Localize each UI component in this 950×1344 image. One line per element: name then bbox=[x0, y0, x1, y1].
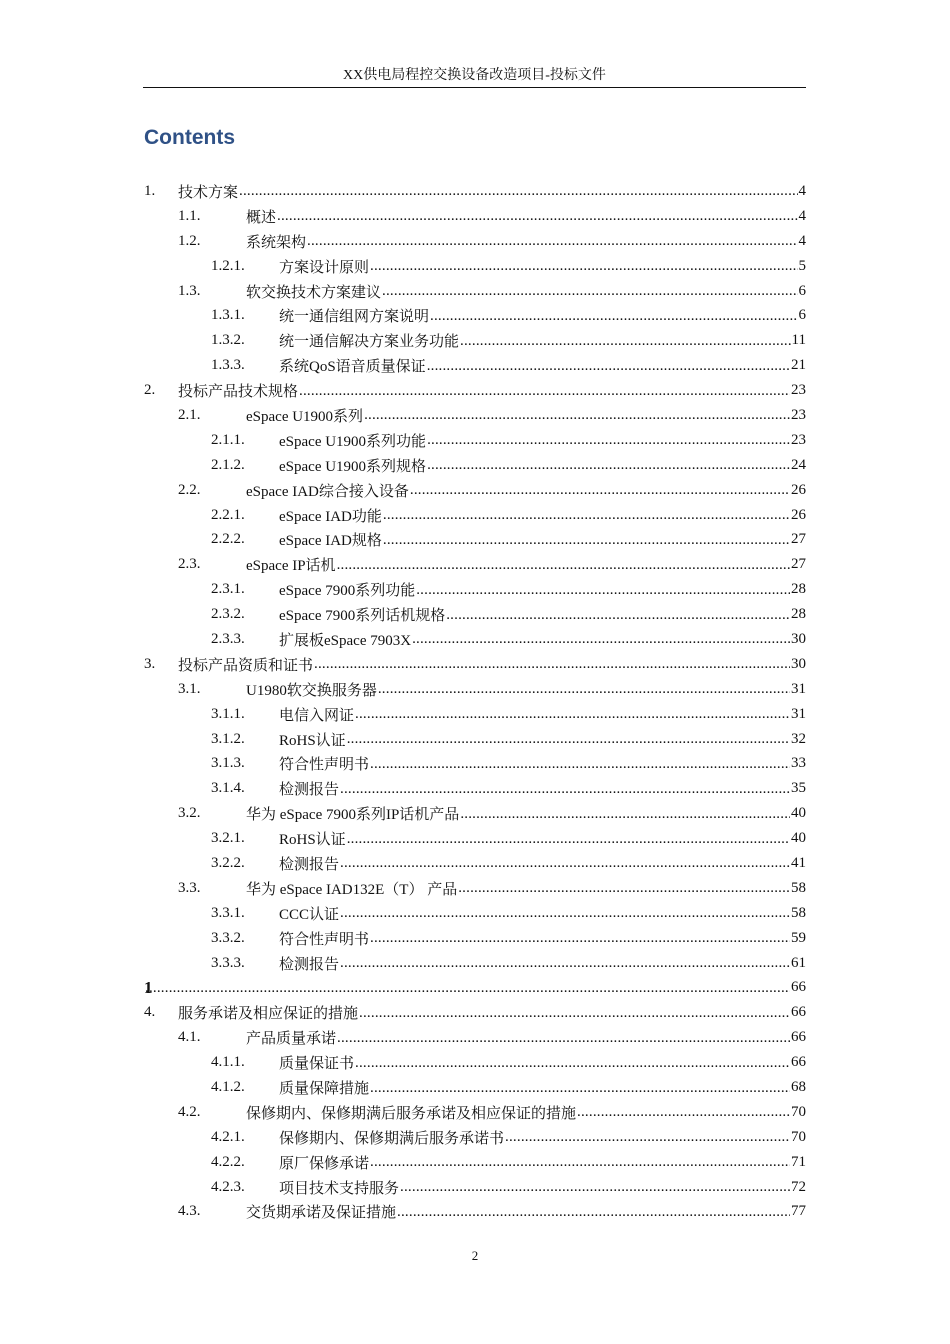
toc-entry-page: 70 bbox=[791, 1128, 806, 1145]
toc-entry-title: 原厂保修承诺 bbox=[279, 1155, 370, 1172]
toc-entry-number: 2.3. bbox=[178, 556, 201, 573]
toc-leader-dots bbox=[299, 381, 790, 401]
toc-entry-title: eSpace U1900系列 bbox=[246, 408, 364, 425]
toc-entry-title: 方案设计原则 bbox=[279, 259, 370, 276]
toc-entry-title: RoHS认证 bbox=[279, 832, 346, 849]
toc-entry-page: 32 bbox=[791, 730, 806, 747]
toc-leader-dots bbox=[383, 530, 790, 550]
toc-entry[interactable] bbox=[144, 279, 806, 304]
toc-leader-dots bbox=[400, 1177, 790, 1197]
toc-leader-dots bbox=[427, 356, 790, 376]
toc-entry[interactable] bbox=[144, 303, 806, 328]
toc-entry-page: 66 bbox=[791, 1054, 806, 1071]
toc-entry-title: 投标产品资质和证书 bbox=[178, 657, 314, 674]
toc-entry[interactable] bbox=[144, 677, 806, 702]
header-divider bbox=[143, 87, 806, 88]
toc-entry[interactable] bbox=[144, 1125, 806, 1150]
toc-leader-dots bbox=[370, 256, 797, 276]
toc-entry[interactable] bbox=[144, 478, 806, 503]
toc-entry-page: 6 bbox=[798, 282, 806, 299]
toc-entry-number: 2.3.2. bbox=[211, 606, 245, 623]
toc-entry-page: 66 bbox=[791, 1004, 806, 1021]
toc-entry-title: 系统QoS语音质量保证 bbox=[279, 359, 426, 376]
toc-entry-number: 1.3. bbox=[178, 282, 201, 299]
toc-entry-number: 3.1. bbox=[178, 680, 201, 697]
toc-entry[interactable] bbox=[144, 503, 806, 528]
toc-entry[interactable] bbox=[144, 353, 806, 378]
toc-entry-title: 概述 bbox=[246, 209, 277, 226]
toc-leader-dots bbox=[446, 605, 790, 625]
toc-entry[interactable] bbox=[144, 652, 806, 677]
toc-entry-number: 4.2. bbox=[178, 1103, 201, 1120]
toc-entry[interactable] bbox=[144, 179, 806, 204]
toc-entry[interactable] bbox=[144, 851, 806, 876]
toc-entry-number: 1.3.3. bbox=[211, 357, 245, 374]
toc-leader-dots bbox=[337, 555, 790, 575]
toc-entry[interactable] bbox=[144, 1100, 806, 1125]
toc-leader-dots bbox=[460, 331, 791, 351]
toc-entry[interactable] bbox=[144, 254, 806, 279]
toc-entry-page: 28 bbox=[791, 581, 806, 598]
toc-entry-title: 统一通信解决方案业务功能 bbox=[279, 334, 460, 351]
toc-entry-title: eSpace U1900系列规格 bbox=[279, 458, 427, 475]
toc-entry-page: 31 bbox=[791, 705, 806, 722]
toc-entry-page: 61 bbox=[791, 954, 806, 971]
toc-entry-page: 66 bbox=[791, 1029, 806, 1046]
toc-entry-page: 30 bbox=[791, 630, 806, 647]
toc-leader-dots bbox=[370, 1152, 790, 1172]
toc-entry[interactable] bbox=[144, 951, 806, 976]
toc-entry-page: 59 bbox=[791, 929, 806, 946]
toc-entry-number: 2.1. bbox=[178, 406, 201, 423]
toc-entry-title: 符合性声明书 bbox=[279, 931, 370, 948]
toc-entry[interactable] bbox=[144, 1200, 806, 1225]
toc-entry[interactable] bbox=[144, 328, 806, 353]
toc-leader-dots bbox=[427, 455, 790, 475]
toc-entry-title: 系统架构 bbox=[246, 234, 307, 251]
toc-entry-number: 2.1.1. bbox=[211, 431, 245, 448]
toc-entry-number: 2.2. bbox=[178, 481, 201, 498]
toc-entry-page: 26 bbox=[791, 506, 806, 523]
toc-entry-title: eSpace IAD规格 bbox=[279, 533, 382, 550]
toc-leader-dots bbox=[355, 1053, 790, 1073]
toc-entry-number: 3.1.2. bbox=[211, 730, 245, 747]
toc-leader-dots bbox=[307, 231, 797, 251]
toc-leader-dots bbox=[378, 679, 790, 699]
toc-entry-number: 4.1.2. bbox=[211, 1079, 245, 1095]
toc-entry-title: eSpace IP话机 bbox=[246, 558, 336, 575]
toc-leader-dots bbox=[314, 654, 790, 674]
toc-entry-page: 72 bbox=[791, 1178, 806, 1195]
toc-entry[interactable] bbox=[144, 428, 806, 453]
toc-entry-page: 30 bbox=[791, 655, 806, 672]
toc-entry[interactable] bbox=[144, 1075, 806, 1100]
toc-entry-title: 项目技术支持服务 bbox=[279, 1180, 400, 1197]
page-number: 2 bbox=[471, 1248, 479, 1263]
toc-leader-dots bbox=[359, 1003, 790, 1023]
toc-entry-number: 4.3. bbox=[178, 1203, 201, 1220]
toc-entry-title: 统一通信组网方案说明 bbox=[279, 309, 430, 326]
toc-leader-dots bbox=[382, 281, 797, 301]
toc-entry-number: 4.2.3. bbox=[211, 1178, 245, 1195]
toc-entry-page: 4 bbox=[798, 232, 806, 249]
toc-entry-page: 40 bbox=[791, 830, 806, 847]
toc-entry-number: 3.3.3. bbox=[211, 954, 245, 971]
toc-entry[interactable]: 1 ..... 66 bbox=[144, 976, 806, 1001]
toc-leader-dots bbox=[416, 580, 790, 600]
toc-entry-title: 检测报告 bbox=[279, 956, 340, 973]
toc-entry[interactable] bbox=[144, 926, 806, 951]
toc-entry-number: 3.3. bbox=[178, 879, 201, 896]
toc-entry-page: 58 bbox=[791, 904, 806, 921]
toc-entry-number: 2.2.2. bbox=[211, 531, 245, 548]
toc-entry-title: 质量保障措施 bbox=[279, 1081, 370, 1097]
toc-leader-dots bbox=[370, 1078, 790, 1098]
toc-entry-title: CCC认证 bbox=[279, 906, 340, 923]
toc-leader-dots bbox=[458, 878, 790, 898]
toc-entry-page: 40 bbox=[791, 805, 806, 822]
toc-leader-dots bbox=[460, 804, 790, 824]
toc-entry-page: 68 bbox=[791, 1079, 806, 1095]
toc-entry-page: 26 bbox=[791, 481, 806, 498]
toc-entry-title: 华为 eSpace IAD132E（T） 产品 bbox=[246, 881, 458, 898]
toc-leader-dots bbox=[370, 754, 790, 774]
toc-entry-number: 1.1. bbox=[178, 207, 201, 224]
toc-entry-title: 投标产品技术规格 bbox=[178, 384, 299, 401]
toc-entry-title: eSpace 7900系列功能 bbox=[279, 583, 416, 600]
toc-entry[interactable] bbox=[144, 1025, 806, 1050]
toc-entry[interactable] bbox=[144, 527, 806, 552]
toc-entry-number: 4.1.1. bbox=[211, 1054, 245, 1071]
toc-leader-dots bbox=[577, 1102, 790, 1122]
page-header: XX供电局程控交换设备改造项目-投标文件 bbox=[343, 68, 606, 83]
toc-entry[interactable] bbox=[144, 602, 806, 627]
toc-entry[interactable] bbox=[144, 801, 806, 826]
toc-entry-number: 4.1. bbox=[178, 1029, 201, 1046]
toc-entry-number: 3.1.4. bbox=[211, 780, 245, 797]
toc-entry-page: 23 bbox=[791, 406, 806, 423]
toc-entry-number: 3. bbox=[144, 655, 156, 672]
toc-entry-page: 23 bbox=[791, 382, 806, 399]
toc-entry-title: 产品质量承诺 bbox=[246, 1031, 337, 1048]
table-of-contents bbox=[144, 179, 806, 1224]
toc-entry-title: eSpace IAD功能 bbox=[279, 508, 382, 525]
toc-entry-number: 1.2.1. bbox=[211, 257, 245, 274]
toc-entry-page: 23 bbox=[791, 431, 806, 448]
toc-leader-dots bbox=[430, 306, 797, 326]
toc-leader-dots bbox=[397, 1202, 790, 1222]
toc-entry[interactable] bbox=[144, 453, 806, 478]
toc-entry-page: 70 bbox=[791, 1103, 806, 1120]
toc-entry-title: 电信入网证 bbox=[279, 707, 355, 724]
toc-entry[interactable] bbox=[144, 1000, 806, 1025]
toc-leader-dots bbox=[337, 1028, 790, 1048]
toc-entry[interactable] bbox=[144, 204, 806, 229]
toc-entry[interactable] bbox=[144, 901, 806, 926]
toc-entry-number: 3.3.1. bbox=[211, 904, 245, 921]
toc-heading: Contents bbox=[144, 126, 235, 149]
toc-entry-title: 华为 eSpace 7900系列IP话机产品 bbox=[246, 807, 460, 824]
toc-entry-title: eSpace 7900系列话机规格 bbox=[279, 608, 446, 625]
toc-entry-page: 27 bbox=[791, 556, 806, 573]
toc-leader-dots bbox=[239, 181, 797, 201]
toc-entry[interactable] bbox=[144, 378, 806, 403]
toc-entry[interactable] bbox=[144, 776, 806, 801]
toc-entry-number: 2. bbox=[144, 382, 156, 399]
toc-leader-dots bbox=[145, 978, 790, 998]
toc-entry-page: 77 bbox=[791, 1203, 806, 1220]
toc-entry-page: 5 bbox=[798, 257, 806, 274]
toc-entry-page: 58 bbox=[791, 879, 806, 896]
toc-entry-number: 2.1.2. bbox=[211, 456, 245, 473]
toc-entry-title: 保修期内、保修期满后服务承诺及相应保证的措施 bbox=[246, 1105, 577, 1122]
toc-entry-page: 28 bbox=[791, 606, 806, 623]
toc-leader-dots bbox=[370, 928, 790, 948]
toc-entry[interactable] bbox=[144, 577, 806, 602]
toc-leader-dots bbox=[505, 1127, 790, 1147]
toc-entry-page: 27 bbox=[791, 531, 806, 548]
toc-entry-page: 11 bbox=[791, 332, 806, 349]
toc-leader-dots bbox=[340, 853, 790, 873]
toc-entry-title: 检测报告 bbox=[279, 856, 340, 873]
toc-entry-title: RoHS认证 bbox=[279, 732, 346, 749]
toc-entry-page: 4 bbox=[798, 207, 806, 224]
toc-leader-dots bbox=[427, 430, 790, 450]
toc-entry-title: 检测报告 bbox=[279, 782, 340, 799]
toc-entry-number: 3.1.3. bbox=[211, 755, 245, 772]
toc-entry-page: 31 bbox=[791, 680, 806, 697]
toc-entry[interactable] bbox=[144, 702, 806, 727]
toc-entry-title: 保修期内、保修期满后服务承诺书 bbox=[279, 1130, 505, 1147]
toc-leader-dots bbox=[412, 629, 790, 649]
toc-entry[interactable] bbox=[144, 876, 806, 901]
toc-entry-number: 2.3.3. bbox=[211, 630, 245, 647]
toc-entry[interactable] bbox=[144, 229, 806, 254]
toc-entry-title: 质量保证书 bbox=[279, 1056, 355, 1073]
toc-leader-dots bbox=[410, 480, 790, 500]
toc-entry-number: 2.3.1. bbox=[211, 581, 245, 598]
toc-entry-page: 66 bbox=[791, 979, 806, 996]
toc-entry-title: 符合性声明书 bbox=[279, 757, 370, 774]
toc-entry-title: U1980软交换服务器 bbox=[246, 682, 377, 699]
toc-leader-dots bbox=[347, 829, 790, 849]
toc-entry-page: 71 bbox=[791, 1153, 806, 1170]
toc-entry-number: 4.2.2. bbox=[211, 1153, 245, 1170]
toc-entry-title: 服务承诺及相应保证的措施 bbox=[178, 1006, 359, 1023]
toc-entry-title: eSpace U1900系列功能 bbox=[279, 433, 427, 450]
toc-leader-dots bbox=[277, 206, 797, 226]
toc-entry-number: 1.2. bbox=[178, 232, 201, 249]
toc-entry[interactable] bbox=[144, 1150, 806, 1175]
toc-entry-title: 扩展板eSpace 7903X bbox=[279, 632, 412, 649]
toc-entry-page: 21 bbox=[791, 357, 806, 374]
toc-entry[interactable] bbox=[144, 403, 806, 428]
toc-leader-dots bbox=[340, 779, 790, 799]
toc-entry[interactable] bbox=[144, 1175, 806, 1200]
toc-leader-dots bbox=[340, 953, 790, 973]
toc-entry-number: 4. bbox=[144, 1004, 156, 1021]
toc-entry-page: 4 bbox=[798, 182, 806, 199]
toc-entry[interactable] bbox=[144, 751, 806, 776]
toc-entry-title: 软交换技术方案建议 bbox=[246, 284, 382, 301]
toc-entry-title: 技术方案 bbox=[178, 184, 239, 201]
toc-entry-page: 35 bbox=[791, 780, 806, 797]
toc-entry-number: 3.1.1. bbox=[211, 705, 245, 722]
toc-entry[interactable] bbox=[144, 1050, 806, 1075]
toc-entry[interactable] bbox=[144, 727, 806, 752]
toc-entry-page: 33 bbox=[791, 755, 806, 772]
toc-entry-number: 3.3.2. bbox=[211, 929, 245, 946]
toc-entry-number: 3.2.1. bbox=[211, 830, 245, 847]
toc-entry[interactable] bbox=[144, 552, 806, 577]
toc-leader-dots bbox=[347, 729, 790, 749]
toc-leader-dots bbox=[340, 903, 790, 923]
toc-entry-number: 1. bbox=[144, 182, 156, 199]
toc-entry-page: 6 bbox=[798, 307, 806, 324]
toc-entry-page: 41 bbox=[791, 854, 806, 871]
toc-entry-number: 3.2. bbox=[178, 805, 201, 822]
toc-leader-dots bbox=[355, 704, 790, 724]
toc-entry-title: eSpace IAD综合接入设备 bbox=[246, 483, 409, 500]
toc-entry-title: 交货期承诺及保证措施 bbox=[246, 1205, 397, 1222]
toc-entry-number: 1.3.2. bbox=[211, 332, 245, 349]
toc-entry[interactable] bbox=[144, 627, 806, 652]
toc-entry-number: 4.2.1. bbox=[211, 1128, 245, 1145]
toc-entry-number: 3.2.2. bbox=[211, 854, 245, 871]
toc-entry-number: 2.2.1. bbox=[211, 506, 245, 523]
toc-entry-page: 24 bbox=[791, 456, 806, 473]
toc-leader-dots bbox=[364, 405, 790, 425]
toc-entry[interactable] bbox=[144, 826, 806, 851]
toc-leader-dots bbox=[383, 505, 790, 525]
toc-entry-number: 1.3.1. bbox=[211, 307, 245, 324]
